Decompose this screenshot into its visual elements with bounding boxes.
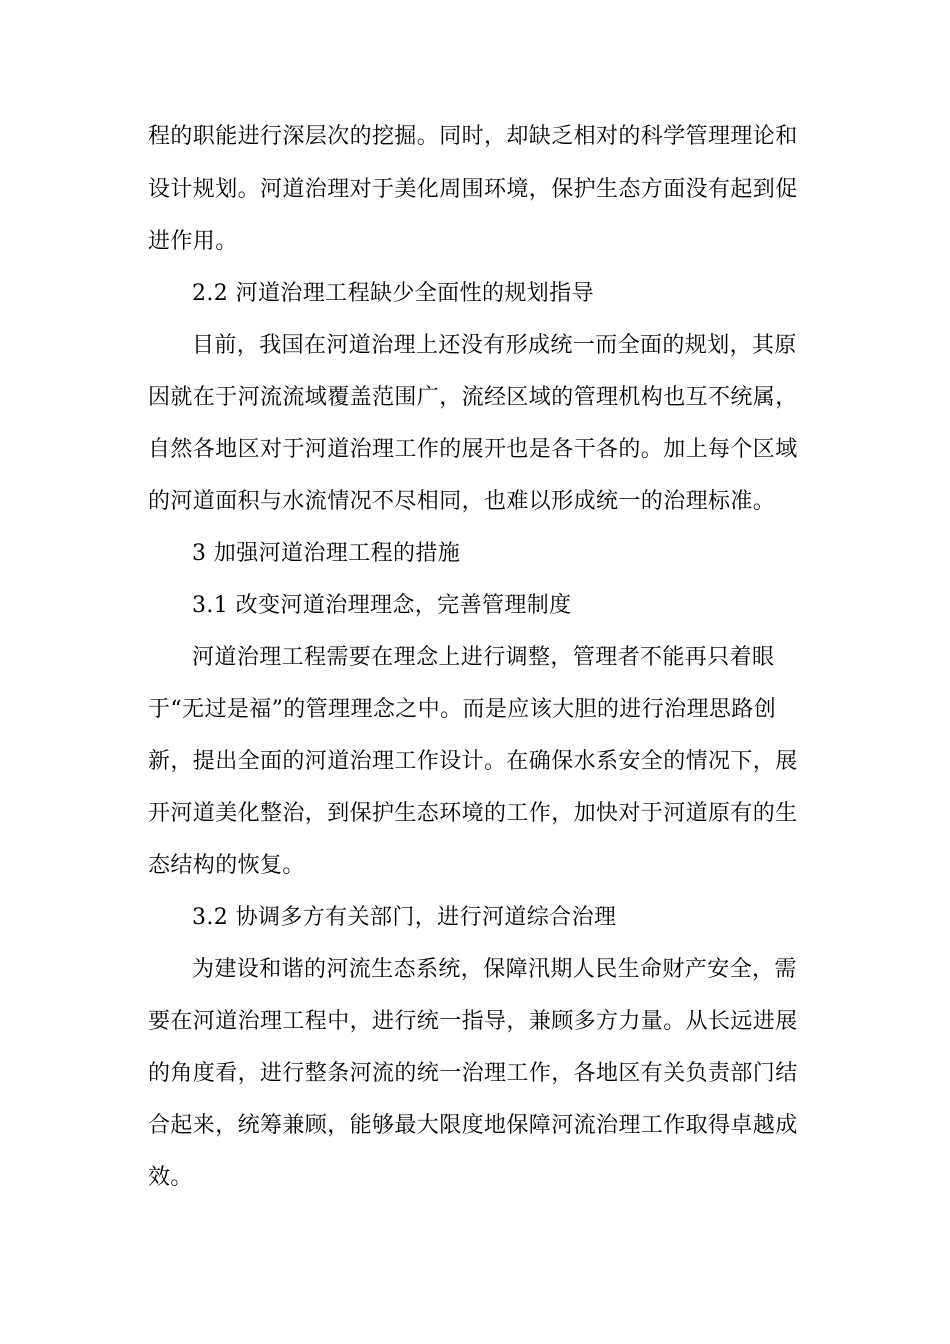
text-line: 的河道面积与水流情况不尽相同，也难以形成统一的治理标准。 (148, 489, 776, 514)
text-line: 效。 (148, 1165, 193, 1190)
text-line: 要在河道治理工程中，进行统一指导，兼顾多方力量。从长远进展 (148, 1009, 798, 1034)
text-line: 于“无过是福”的管理理念之中。而是应该大胆的进行治理思路创 (148, 697, 777, 722)
text-line: 目前，我国在河道治理上还没有形成统一而全面的规划，其原 (192, 333, 797, 358)
text-line: 开河道美化整治，到保护生态环境的工作，加快对于河道原有的生 (148, 801, 798, 826)
text-line: 的角度看，进行整条河流的统一治理工作，各地区有关负责部门结 (148, 1061, 798, 1086)
text-line: 河道治理工程需要在理念上进行调整，管理者不能再只着眼 (192, 645, 775, 670)
text-line: 自然各地区对于河道治理工作的展开也是各干各的。加上每个区域 (148, 437, 798, 462)
section-heading: 3 加强河道治理工程的措施 (192, 541, 461, 566)
text-line: 程的职能进行深层次的挖掘。同时，却缺乏相对的科学管理理论和 (148, 124, 798, 149)
text-line: 态结构的恢复。 (148, 853, 305, 878)
section-heading: 2.2 河道治理工程缺少全面性的规划指导 (192, 281, 594, 306)
text-line: 因就在于河流流域覆盖范围广，流经区域的管理机构也互不统属， (148, 385, 798, 410)
text-line: 新，提出全面的河道治理工作设计。在确保水系安全的情况下，展 (148, 749, 798, 774)
text-line: 为建设和谐的河流生态系统，保障汛期人民生命财产安全，需 (192, 957, 797, 982)
text-line: 进作用。 (148, 229, 238, 254)
section-heading: 3.1 改变河道治理理念，完善管理制度 (192, 593, 572, 618)
text-line: 合起来，统筹兼顾，能够最大限度地保障河流治理工作取得卓越成 (148, 1113, 798, 1138)
text-line: 设计规划。河道治理对于美化周围环境，保护生态方面没有起到促 (148, 177, 798, 202)
section-heading: 3.2 协调多方有关部门，进行河道综合治理 (192, 905, 617, 930)
